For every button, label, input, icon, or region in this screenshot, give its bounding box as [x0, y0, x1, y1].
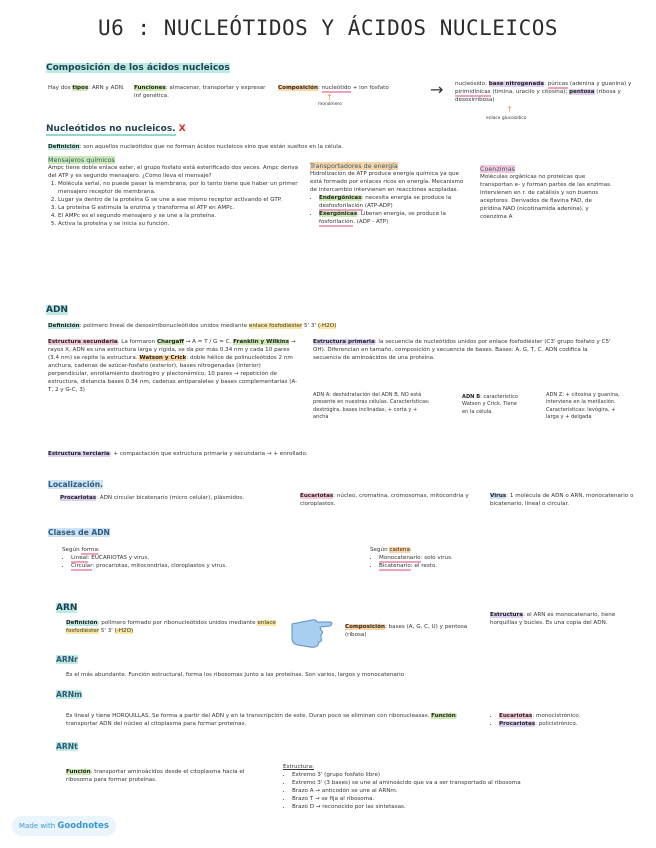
term: pirimidínicas — [455, 89, 491, 95]
subheading: Coenzimas — [480, 165, 515, 173]
keyword: Estructura primaria — [313, 339, 375, 345]
text-fragment: (adenina y guanina) y — [568, 81, 632, 87]
subheading: Transportadores de energía — [310, 162, 398, 170]
section-heading-arn — [56, 603, 77, 613]
text-fragment: : procariotas, mitocondrias, cloroplastos y virus. — [92, 563, 227, 569]
list-item — [71, 554, 312, 562]
keyword: Estructura terciaria — [48, 451, 110, 457]
keyword: Definición — [48, 323, 80, 329]
list-item — [71, 562, 312, 570]
coenzimas-block — [480, 165, 612, 221]
subheading: Mensajeros químicos — [48, 156, 115, 164]
adn-estructura-primaria — [313, 338, 613, 362]
section-heading-localizacion — [48, 480, 103, 489]
keyword: Virus — [490, 493, 507, 499]
text-fragment: : doble hélice de polinucleótidos 2 nm anchura, cadenas de azúcar-fosfato (exterior), bases nitrogenadas (interior) perpendicular, enrollamiento dextrógiro y plectonémico, 10 pares → repetición de estructura, distancia bases 0.34 nm, cadenas antiparalelas y bases complementarias (A-T, 2 y G-C, 3) — [48, 355, 298, 393]
list-item: 2. Lugar ya dentro de la proteína G se une a ese mismo receptor activando el GTP. — [58, 196, 304, 204]
list-item — [499, 712, 639, 720]
transportadores-block — [310, 162, 470, 226]
text-fragment: : característico Watson y Crick. Tiene en la célula. — [462, 394, 518, 415]
coenzimas-text: Moléculas orgánicas no proteicas que transportan e- y forman partes de las enzimas. Intervienen en r. de catálisis y son buenos aceptores. Derivados de flavina FAD, de piridina NAD (nicotinamida adenina), y coenzima A — [480, 174, 612, 220]
list-item: 4. El AMPc es el segundo mensajero y se une a la proteína. — [58, 212, 304, 220]
keyword: cadena — [389, 547, 410, 553]
adn-estructura-secundaria — [48, 338, 300, 394]
arn-estructura — [490, 611, 618, 627]
arnt-funcion — [66, 768, 266, 784]
text-fragment: . La formaron — [117, 339, 157, 345]
page-title: U6 : NUCLEÓTIDOS Y ÁCIDOS NUCLEICOS — [97, 16, 558, 40]
keyword: Circular — [71, 563, 93, 569]
adn-estructura-terciaria — [48, 450, 528, 458]
keyword: forma — [81, 547, 98, 553]
heading-text: ADN — [46, 305, 68, 315]
text-fragment: : bases (A, G, C, U) y pentosa (ribosa) — [345, 624, 468, 638]
text-fragment: : el ARN es monocatenario, tiene horquillas y bucles. Es una copia del ADN. — [490, 612, 616, 626]
heading-text: ARNm — [56, 690, 82, 699]
cadena-list — [370, 554, 570, 570]
text-fragment: → A = T / G = C. — [183, 339, 234, 345]
keyword: Estructura secundaria — [48, 339, 118, 345]
text-fragment: : necesita energía se produce la — [361, 195, 452, 201]
term: púricas — [547, 81, 569, 87]
text-fragment: Es lineal y tiene HORQUILLAS. Se forma a partir del ADN y en la transcripción de este. Duran poco se eliminan con ribonucleasas. — [66, 713, 432, 719]
list-item: 5. Activa la proteína y se inicia su función. — [58, 220, 304, 228]
keyword: Procariotas — [499, 721, 536, 727]
estructura-heading: Estructura: — [283, 764, 314, 770]
term: desfosforilación — [319, 203, 364, 209]
enlace-note: enlace glucosídico — [486, 116, 527, 121]
keyword: Eucariotas — [300, 493, 334, 499]
keyword: tipos — [72, 85, 89, 91]
text-fragment: 5' 3' — [99, 628, 115, 634]
list-item — [319, 210, 470, 226]
keyword: base nitrogenada — [488, 81, 545, 87]
keyword: ADN B — [462, 394, 481, 400]
text-fragment: : ADN circular bicatenario (micro celular), plásmidos. — [96, 495, 245, 501]
arnm-text — [66, 712, 476, 728]
text-fragment: : — [409, 547, 412, 553]
made-with-label: Made with — [19, 822, 56, 830]
heading-text: Localización. — [48, 480, 104, 489]
section-heading-arnt — [56, 742, 78, 751]
cadena-lead — [370, 546, 570, 554]
keyword: Composición — [278, 85, 318, 91]
text-fragment: : policistrónico. — [535, 721, 578, 727]
list-item: • Extremo 3' (3 bases) se une al aminoácido que va a ser transportado al ribosoma — [292, 779, 623, 787]
keyword: Franklin y Wilkins — [233, 339, 290, 345]
estructura-list — [283, 771, 623, 811]
keyword: Eucariotas — [499, 713, 533, 719]
heading-text: ARNr — [56, 655, 78, 664]
keyword: Lineal — [71, 555, 88, 561]
keyword: Composición — [345, 624, 385, 630]
text-fragment: : + compactación que estructura primaria y secundaria → + enrollado. — [109, 451, 308, 457]
text-fragment: : la secuencia de nucleótidos unidos por enlace fosfodiéster (C3' grupo fosfato y C5' OH). Diferencian en tamaño, composición y secuencia de bases. Bases: A, G, T, C. ADN codifica la secuencia de aminoácidos de una proteína. — [313, 339, 611, 361]
enlace-term: enlace fosfodiéster — [248, 323, 303, 329]
list-item — [319, 194, 470, 210]
up-arrow-icon: ↑ — [326, 93, 333, 102]
keyword: Función — [431, 713, 456, 719]
section-heading-arnm — [56, 690, 82, 699]
text-fragment: → rayos X, ADN es una estructura larga y rígida, se da por más 0.34 nm y cada 10 pares (3.4 nm) se repite la estructura. — [48, 339, 296, 361]
arnr-text: Es el más abundante. Función estructural, forma los ribosomas junto a las proteínas. Son varios, largos y monocatenario — [66, 672, 405, 678]
list-item: 1. Molécula señal, no puede pasar la membrana, por lo tanto tiene que haber un primer mensajero receptor de membrana. — [58, 180, 304, 196]
text-fragment: : almacenar, transportar y expresar inf genética. — [134, 85, 266, 99]
section-heading-clases — [48, 528, 110, 537]
mensajeros-block — [48, 156, 304, 228]
nnn-definition — [48, 143, 608, 151]
text-fragment: (timina, uracilo y citosina); — [490, 89, 570, 95]
text-fragment: : ARN y ADN. — [88, 85, 125, 91]
list-item — [379, 554, 570, 562]
up-arrow-icon: ↑ — [506, 105, 513, 114]
text-fragment: Según — [370, 547, 390, 553]
h2o-term: (-H2O) — [114, 628, 134, 634]
keyword: Monocatenario — [379, 555, 421, 561]
list-item — [499, 720, 639, 728]
text-fragment: : 1 molécula de ADN o ARN, monocatenario o bicatenario, lineal o circular. — [490, 493, 634, 507]
text-fragment: : núcleo, cromatina, cromosomas, mitocondria y cloroplastos. — [300, 493, 469, 507]
term: fosforilación — [319, 219, 354, 225]
heading-text: Clases de ADN — [48, 528, 110, 537]
arnm-tipos-list — [490, 712, 639, 728]
adn-definition — [48, 322, 608, 330]
section-heading-no-nucleicos — [46, 124, 186, 134]
keyword: Procariotas — [60, 495, 97, 501]
clases-cadena — [370, 546, 570, 570]
section-heading-arnr — [56, 655, 78, 664]
text-fragment: : Liberan energía, se produce la — [357, 211, 446, 217]
loc-procariotas — [60, 494, 250, 502]
text-fragment: Hay dos — [48, 85, 73, 91]
keyword: Watson y Crick — [139, 355, 187, 361]
arn-composicion — [345, 623, 475, 639]
section-heading-adn — [46, 305, 68, 315]
keyword: Bicatenario — [379, 563, 411, 569]
funciones-text — [134, 84, 266, 100]
text-fragment: : — [317, 85, 322, 91]
text-fragment: 5' 3' — [302, 323, 317, 329]
arnt-estructura — [283, 763, 623, 811]
adn-forma-b — [462, 394, 522, 416]
text-fragment: : — [544, 81, 548, 87]
forma-lead — [62, 546, 312, 554]
x-mark-icon: X — [178, 124, 186, 134]
text-fragment: : monocistrónico. — [532, 713, 581, 719]
nucleotido-term: nucleótido — [321, 85, 351, 91]
monomero-note: monómero — [318, 102, 342, 107]
right-arrow-icon: → — [430, 80, 444, 99]
loc-eucariotas — [300, 492, 475, 508]
keyword: Función — [66, 769, 91, 775]
list-item: • Brazo A → anticodón se une al ARNm. — [292, 787, 623, 795]
text-fragment: : — [97, 547, 100, 553]
composicion-text — [278, 84, 428, 92]
keyword: Exergónicas — [319, 211, 358, 217]
text-fragment: : son aquellos nucleótidos que no forman ácidos nucleicos sino que están sueltos en la célula. — [79, 144, 344, 150]
nucleosido-text — [455, 80, 645, 104]
adn-forma-z: ADN Z: + citosina y guanina, interviene en la metilación. Características: levógira, + larga y + delgada — [546, 392, 620, 421]
text-fragment: Según — [62, 547, 82, 553]
heading-text: ARNt — [56, 742, 78, 751]
list-item: 3. La proteína G estimula la enzima y transforma el ATP en AMPc. — [58, 204, 304, 212]
text-fragment: : polímero formado por ribonucleótidos unidos mediante — [97, 620, 258, 626]
section-heading-composicion — [46, 63, 230, 73]
tipos-text — [48, 84, 130, 92]
text-fragment: + ion fosfato — [350, 85, 389, 91]
arn-definition — [66, 619, 281, 635]
keyword: Definición — [66, 620, 98, 626]
enlace-term: enlace fosfodiéster — [66, 620, 276, 634]
text-fragment: : EUCARIOTAS y virus. — [87, 555, 150, 561]
heading-text: ARN — [56, 603, 78, 613]
text-fragment: (ribosa y desoxirribosa) — [455, 89, 621, 103]
brand-label: Goodnotes — [57, 821, 109, 831]
list-item: • Brazo D → reconocido por las sintetasas. — [292, 803, 623, 811]
text-fragment: : transportar aminoácidos desde el citoplasma hacia el ribosoma para formar proteínas. — [66, 769, 245, 783]
list-item: • Extremo 3' (grupo fosfato libre) — [292, 771, 623, 779]
text-fragment: nucleósido: — [455, 81, 489, 87]
goodnotes-badge — [12, 816, 116, 836]
forma-list — [62, 554, 312, 570]
text-fragment: : polímero lineal de desoxirribonucleótidos unidos mediante — [79, 323, 249, 329]
loc-virus — [490, 492, 640, 508]
list-item: • Brazo T → se fija al ribosoma. — [292, 795, 623, 803]
keyword: Definición — [48, 144, 80, 150]
mensajeros-intro: Ampc tiene doble enlace ester, el grupo fosfato está esterificado dos veces. Ampc deriva del ATP y es segundo mensajero. ¿Cómo lleva el mensaje? — [48, 165, 299, 179]
text-fragment: (ATP-ADP) — [363, 203, 393, 209]
transportadores-list — [310, 194, 470, 226]
text-fragment: : el resto. — [410, 563, 438, 569]
h2o-term: (-H2O) — [317, 323, 337, 329]
adn-forma-a: ADN A: deshidratación del ADN B, NO está presente en nuestras células. Características: dextrógira, bases inclinadas, + corta y + ancha — [313, 392, 430, 421]
mensajeros-steps — [48, 180, 304, 228]
pointing-hand-icon — [290, 610, 334, 650]
keyword: Endergónicas — [319, 195, 362, 201]
text-fragment: : transportar ADN del núcleo al citoplasma para formar proteínas. — [66, 713, 458, 727]
keyword: pentosa — [569, 89, 595, 95]
transportadores-text: Hidrolización de ATP produce energía química ya que está formado por enlaces ricos en energía. Mecanismo de intercambio intervienen en reacciones acopladas. — [310, 171, 464, 193]
heading-text: Composición de los ácidos nucleicos — [46, 63, 230, 73]
keyword: Funciones — [134, 85, 166, 91]
clases-forma — [62, 546, 312, 570]
heading-text: Nucleótidos no nucleicos. — [46, 124, 176, 134]
text-fragment: . (ADP - ATP) — [353, 219, 389, 225]
keyword: Chargaff — [156, 339, 184, 345]
list-item — [379, 562, 570, 570]
keyword: Estructura — [490, 612, 524, 618]
text-fragment: : solo virus. — [420, 555, 453, 561]
